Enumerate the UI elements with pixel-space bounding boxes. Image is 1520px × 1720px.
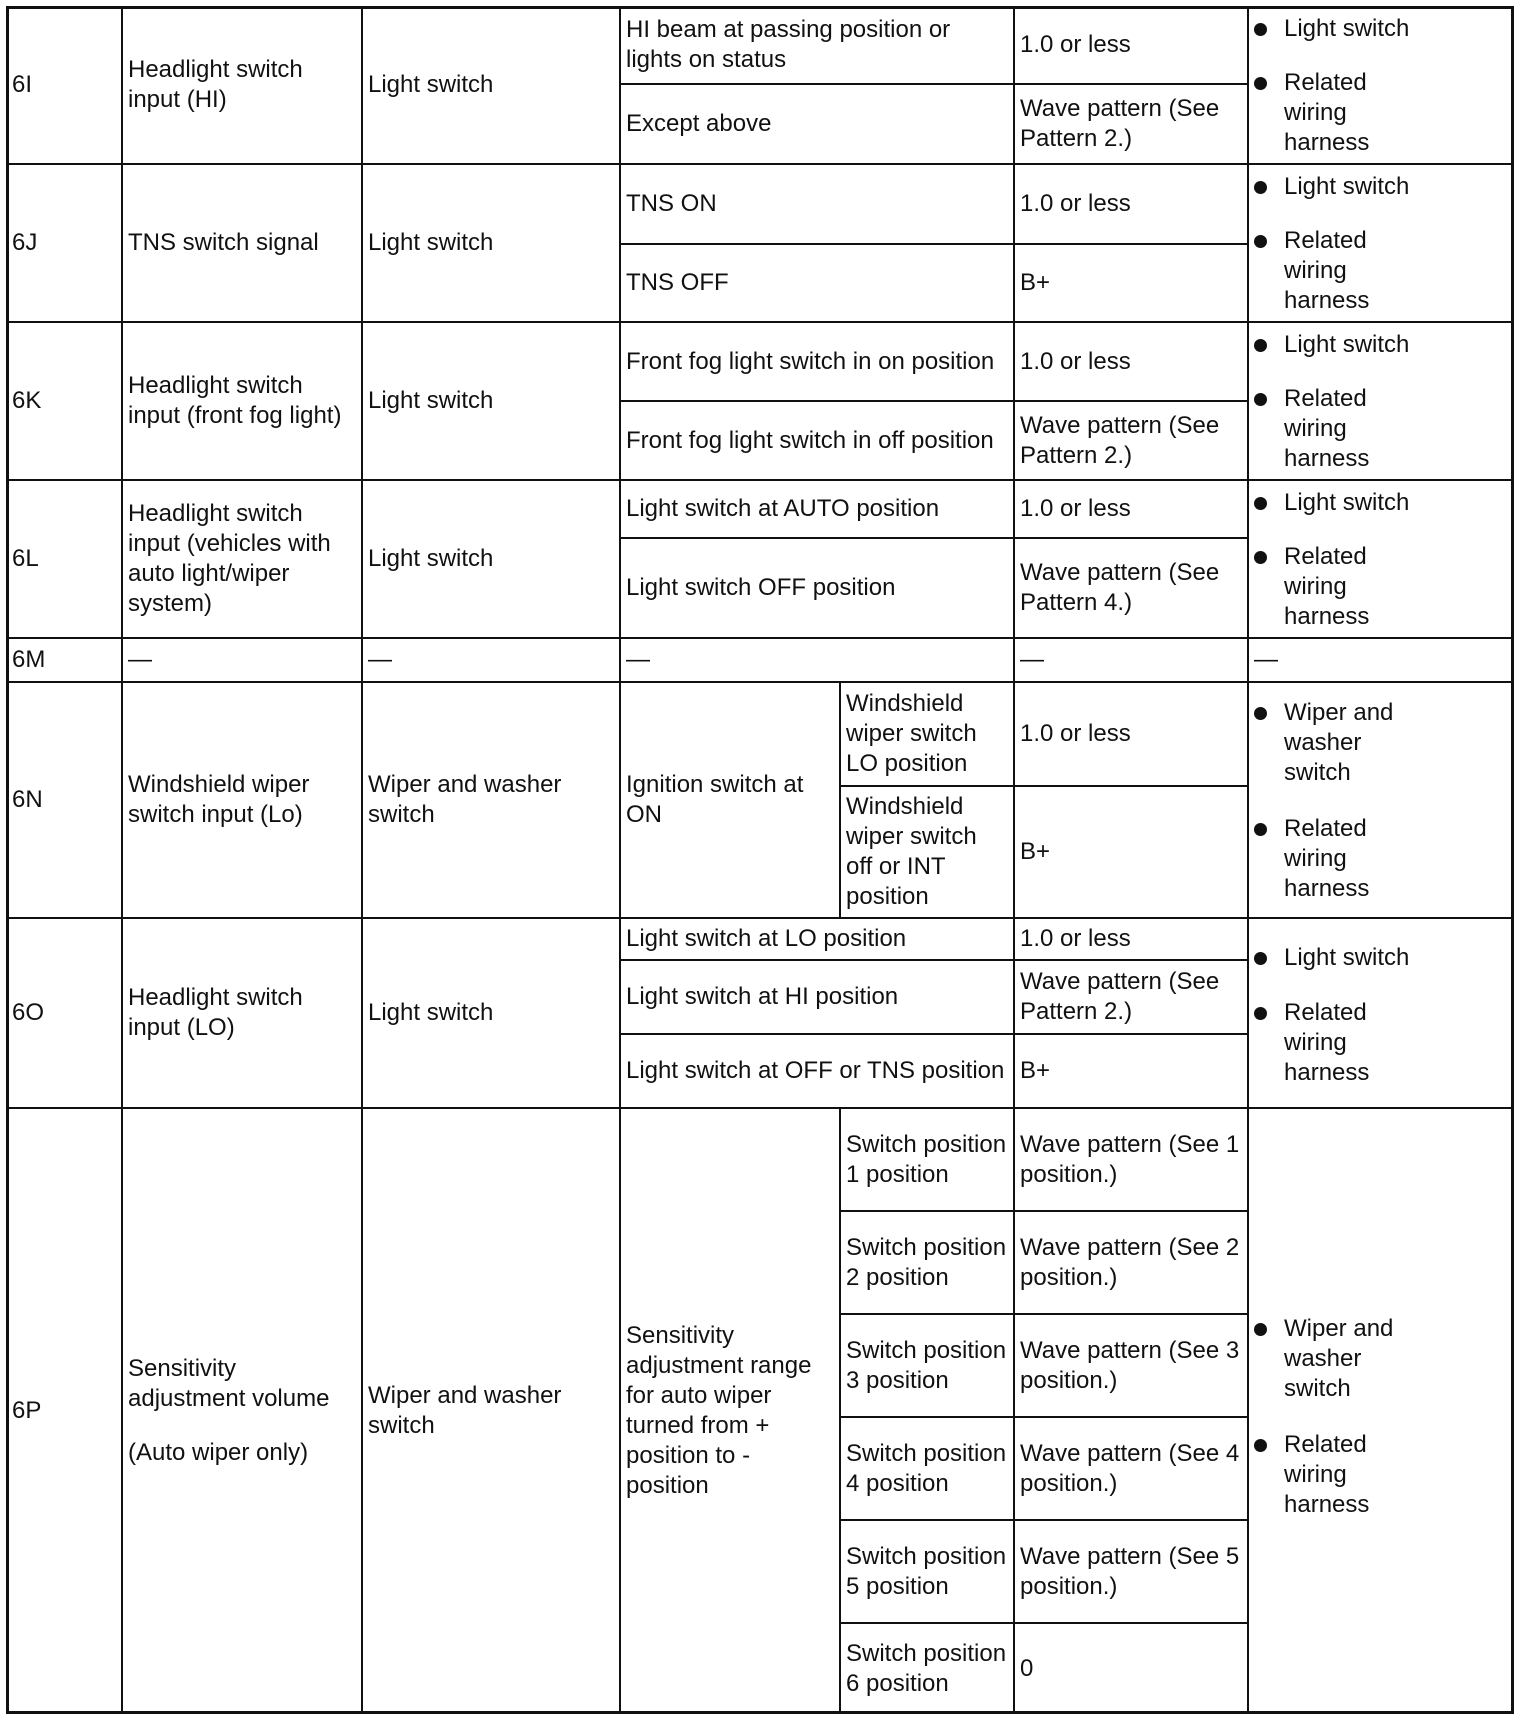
- inspection-item: Light switch: [1248, 943, 1514, 973]
- connected-to-text: —: [368, 646, 392, 673]
- voltage-6O-3: [1014, 1034, 1248, 1108]
- inspection-item: Wiper and washer switch: [1248, 698, 1428, 788]
- voltage-6I-2: [1014, 84, 1248, 164]
- condition-text: Light switch at AUTO position: [626, 495, 940, 522]
- condition-6N: [620, 682, 840, 918]
- voltage-text: 1.0 or less: [1020, 925, 1131, 952]
- condition-text: Light switch at LO position: [626, 925, 907, 952]
- voltage-text: 1.0 or less: [1020, 190, 1131, 217]
- sub-condition-text: Windshield wiper switch LO position: [846, 690, 977, 777]
- table-border-bottom: [6, 1711, 1514, 1714]
- condition-text: TNS OFF: [626, 269, 729, 296]
- sub-row-divider: [620, 83, 1248, 85]
- connected-to-6O: [362, 918, 620, 1108]
- inspection-item: Related wiring harness: [1248, 542, 1398, 632]
- connected-to-text: Wiper and washer switch: [368, 1382, 562, 1439]
- voltage-6J-1: [1014, 164, 1248, 244]
- condition-6L-1: [620, 480, 1014, 538]
- voltage-6P-5: [1014, 1520, 1248, 1623]
- voltage-6N-1: [1014, 682, 1248, 786]
- condition-6O-1: [620, 918, 1014, 960]
- voltage-6L-2: [1014, 538, 1248, 638]
- sub-row-divider: [840, 1210, 1248, 1212]
- row-divider: [6, 163, 1514, 165]
- sub-row-divider: [840, 1416, 1248, 1418]
- signal-name-6O: [122, 918, 362, 1108]
- connected-to-text: Light switch: [368, 999, 494, 1026]
- column-divider: [619, 6, 621, 1714]
- voltage-6P-3: [1014, 1314, 1248, 1417]
- condition-text: Sensitivity adjustment range for auto wiper turned from + position to - position: [626, 1322, 812, 1499]
- inspection-item: Related wiring harness: [1248, 1430, 1398, 1520]
- condition-6K-2: [620, 401, 1014, 480]
- condition-6I-2: [620, 84, 1014, 164]
- condition-text: Ignition switch at ON: [626, 771, 804, 828]
- condition-text: Front fog light switch in on position: [626, 347, 995, 375]
- signal-name-6J: [122, 164, 362, 322]
- sub-condition-text: Switch position 4 position: [846, 1439, 1007, 1497]
- connected-to-6I: [362, 6, 620, 164]
- voltage-6P-6: [1014, 1623, 1248, 1714]
- sub-condition-6P-1: [840, 1108, 1014, 1211]
- connected-to-text: Light switch: [368, 387, 494, 414]
- row-divider: [6, 479, 1514, 481]
- terminal-6K: [6, 322, 122, 480]
- connected-to-text: Wiper and washer switch: [368, 771, 562, 828]
- terminal-label: 6K: [12, 387, 42, 414]
- voltage-text: Wave pattern (See Pattern 4.): [1020, 559, 1220, 616]
- voltage-text: B+: [1020, 269, 1051, 296]
- voltage-6L-1: [1014, 480, 1248, 538]
- voltage-6K-2: [1014, 401, 1248, 480]
- sub-condition-6N-1: [840, 682, 1014, 786]
- sub-condition-6N-2: [840, 786, 1014, 918]
- signal-name-text: TNS switch signal: [128, 229, 319, 256]
- voltage-6O-2: [1014, 960, 1248, 1034]
- voltage-text: Wave pattern (See 5 position.): [1020, 1542, 1240, 1600]
- condition-text: Front fog light switch in off position: [626, 426, 994, 454]
- sub-condition-text: Switch position 5 position: [846, 1542, 1007, 1600]
- condition-6L-2: [620, 538, 1014, 638]
- inspection-item: Light switch: [1248, 172, 1514, 202]
- connected-to-6P: [362, 1108, 620, 1714]
- condition-6K-1: [620, 322, 1014, 401]
- sub-row-divider: [620, 1033, 1248, 1035]
- voltage-text: 1.0 or less: [1020, 31, 1131, 58]
- voltage-text: 1.0 or less: [1020, 347, 1131, 375]
- condition-text: Light switch OFF position: [626, 574, 896, 601]
- connected-to-6L: [362, 480, 620, 638]
- sub-row-divider: [620, 959, 1248, 961]
- voltage-text: B+: [1020, 838, 1051, 865]
- voltage-6O-1: [1014, 918, 1248, 960]
- voltage-text: 1.0 or less: [1020, 720, 1131, 747]
- signal-name-text: —: [128, 646, 152, 673]
- signal-note-text: (Auto wiper only): [128, 1439, 309, 1466]
- terminal-label: 6N: [12, 786, 43, 813]
- column-divider: [839, 682, 841, 918]
- terminal-6M: [6, 638, 122, 682]
- condition-6I-1: [620, 6, 1014, 84]
- voltage-6K-1: [1014, 322, 1248, 401]
- connected-to-6K: [362, 322, 620, 480]
- condition-6O-2: [620, 960, 1014, 1034]
- column-divider: [1013, 6, 1015, 1714]
- row-divider: [6, 1107, 1514, 1109]
- connected-to-text: Light switch: [368, 229, 494, 256]
- sub-condition-6P-5: [840, 1520, 1014, 1623]
- column-divider: [1247, 6, 1249, 1714]
- table-border-right: [1511, 6, 1514, 1714]
- sub-condition-text: Switch position 6 position: [846, 1639, 1007, 1697]
- signal-name-text: Headlight switch input (LO): [128, 984, 303, 1041]
- sub-condition-6P-6: [840, 1623, 1014, 1714]
- voltage-6P-2: [1014, 1211, 1248, 1314]
- connected-to-6N: [362, 682, 620, 918]
- terminal-label: 6O: [12, 999, 45, 1026]
- connected-to-text: Light switch: [368, 71, 494, 98]
- voltage-text: —: [1020, 646, 1044, 673]
- voltage-text: Wave pattern (See Pattern 2.): [1020, 411, 1220, 469]
- terminal-label: 6I: [12, 71, 33, 98]
- inspection-item: Light switch: [1248, 330, 1514, 360]
- condition-text: Except above: [626, 110, 772, 137]
- sub-condition-6P-4: [840, 1417, 1014, 1520]
- voltage-text: Wave pattern (See 1 position.): [1020, 1130, 1240, 1188]
- sub-condition-text: Switch position 3 position: [846, 1336, 1007, 1394]
- inspection-item: Related wiring harness: [1248, 998, 1398, 1088]
- sub-condition-text: Switch position 2 position: [846, 1233, 1007, 1291]
- condition-text: TNS ON: [626, 190, 717, 217]
- column-divider: [361, 6, 363, 1714]
- sub-row-divider: [840, 785, 1248, 787]
- terminal-6L: [6, 480, 122, 638]
- sub-condition-text: Switch position 1 position: [846, 1130, 1007, 1188]
- terminal-label: 6J: [12, 229, 38, 256]
- signal-name-6K: [122, 322, 362, 480]
- sub-row-divider: [840, 1519, 1248, 1521]
- voltage-text: Wave pattern (See 2 position.): [1020, 1233, 1240, 1291]
- row-divider: [6, 917, 1514, 919]
- voltage-text: B+: [1020, 1057, 1051, 1084]
- terminal-6O: [6, 918, 122, 1108]
- inspection-item: Light switch: [1248, 488, 1514, 518]
- voltage-text: Wave pattern (See Pattern 2.): [1020, 95, 1220, 152]
- terminal-label: 6L: [12, 545, 39, 572]
- table-border-top: [6, 6, 1514, 9]
- terminal-6N: [6, 682, 122, 918]
- row-divider: [6, 637, 1514, 639]
- voltage-6I-1: [1014, 6, 1248, 84]
- voltage-6N-2: [1014, 786, 1248, 918]
- condition-6O-3: [620, 1034, 1014, 1108]
- signal-name-text: Sensitivity adjustment volume: [128, 1355, 330, 1412]
- terminal-label: 6P: [12, 1397, 42, 1424]
- row-divider: [6, 321, 1514, 323]
- voltage-text: Wave pattern (See Pattern 2.): [1020, 968, 1220, 1025]
- signal-name-6L: [122, 480, 362, 638]
- column-divider: [121, 6, 123, 1714]
- condition-6M: [620, 638, 1014, 682]
- voltage-6J-2: [1014, 244, 1248, 322]
- condition-text: Light switch at OFF or TNS position: [626, 1057, 1005, 1084]
- terminal-voltage-table: [6, 6, 1514, 1714]
- row-divider: [6, 681, 1514, 683]
- voltage-text: Wave pattern (See 3 position.): [1020, 1336, 1240, 1394]
- signal-name-text: Headlight switch input (vehicles with auto light/wiper system): [128, 500, 331, 617]
- sub-row-divider: [840, 1622, 1248, 1624]
- inspection-item: Related wiring harness: [1248, 384, 1398, 474]
- voltage-text: 0: [1020, 1654, 1034, 1682]
- condition-6J-1: [620, 164, 1014, 244]
- terminal-6J: [6, 164, 122, 322]
- terminal-label: 6M: [12, 646, 46, 673]
- sub-row-divider: [840, 1313, 1248, 1315]
- sub-condition-6P-3: [840, 1314, 1014, 1417]
- voltage-6M: [1014, 638, 1248, 682]
- connected-to-6M: [362, 638, 620, 682]
- sub-condition-text: Windshield wiper switch off or INT position: [846, 793, 977, 910]
- inspection-text: —: [1254, 646, 1278, 673]
- condition-6P: [620, 1108, 840, 1714]
- signal-name-text: Windshield wiper switch input (Lo): [128, 771, 310, 828]
- inspection-item: Wiper and washer switch: [1248, 1314, 1428, 1404]
- table-border-left: [6, 6, 9, 1714]
- inspection-item: Light switch: [1248, 14, 1514, 44]
- connected-to-text: Light switch: [368, 545, 494, 572]
- sub-row-divider: [620, 400, 1248, 402]
- signal-name-6I: [122, 6, 362, 164]
- sub-condition-6P-2: [840, 1211, 1014, 1314]
- voltage-text: Wave pattern (See 4 position.): [1020, 1439, 1240, 1497]
- inspection-item: Related wiring harness: [1248, 226, 1398, 316]
- condition-text: HI beam at passing position or lights on status: [626, 16, 951, 73]
- condition-6J-2: [620, 244, 1014, 322]
- inspection-6M: [1248, 638, 1514, 682]
- signal-name-6M: [122, 638, 362, 682]
- voltage-text: 1.0 or less: [1020, 495, 1131, 522]
- signal-name-6N: [122, 682, 362, 918]
- condition-text: —: [626, 646, 650, 673]
- condition-text: Light switch at HI position: [626, 983, 899, 1010]
- voltage-6P-1: [1014, 1108, 1248, 1211]
- signal-name-text: Headlight switch input (HI): [128, 56, 303, 113]
- signal-name-6P: [122, 1108, 362, 1714]
- connected-to-6J: [362, 164, 620, 322]
- signal-name-text: Headlight switch input (front fog light): [128, 372, 342, 429]
- sub-row-divider: [620, 243, 1248, 245]
- sub-row-divider: [620, 537, 1248, 539]
- terminal-6I: [6, 6, 122, 164]
- inspection-item: Related wiring harness: [1248, 68, 1398, 158]
- inspection-item: Related wiring harness: [1248, 814, 1398, 904]
- terminal-6P: [6, 1108, 122, 1714]
- voltage-6P-4: [1014, 1417, 1248, 1520]
